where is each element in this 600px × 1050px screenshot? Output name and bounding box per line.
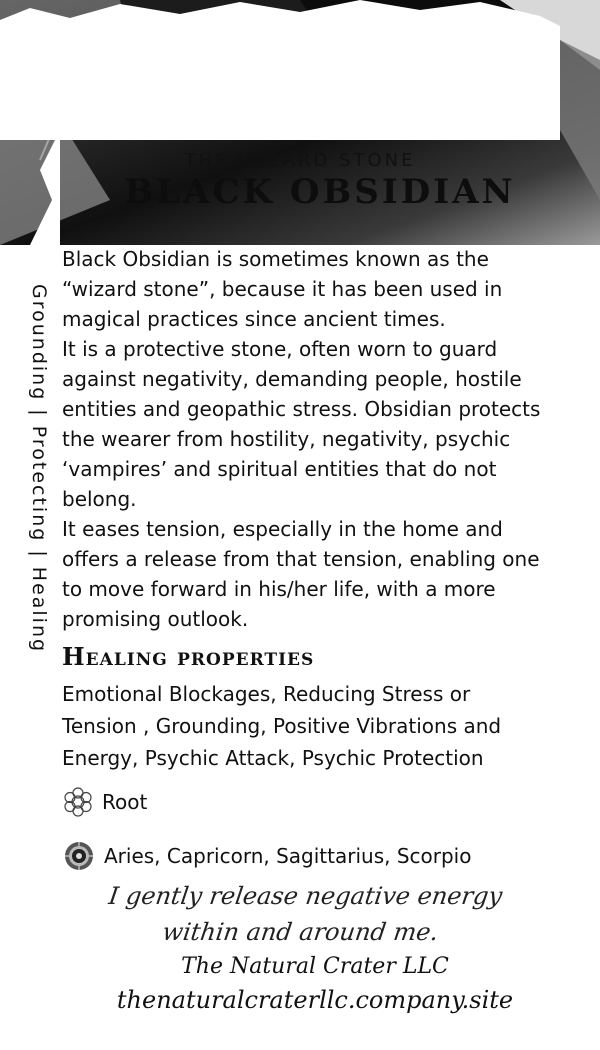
kicker: THE WIZARD STONE (184, 150, 416, 171)
healing-heading: Healing properties (62, 642, 315, 671)
chakra-row (62, 786, 147, 818)
side-label-text: Grounding | Protecting | Healing (28, 284, 50, 654)
description (62, 244, 542, 634)
chakra-icon (62, 786, 94, 818)
chakra-text: Root (102, 790, 148, 814)
zodiac-text: Aries, Capricorn, Sagittarius, Scorpio (104, 844, 472, 868)
stone-title: BLACK OBSIDIAN (124, 172, 516, 212)
zodiac-icon (62, 840, 96, 872)
zodiac-row (62, 840, 471, 872)
company-name: The Natural Crater LLC (181, 954, 449, 979)
description-paragraph: It is a protective stone, often worn to guard against negativity, demanding people, hostile entities and geopathic stress. Obsidian protects the wearer from hostility, negativity, psychic ‘vampires’ and spiritual entities that do not belong. (62, 337, 541, 511)
torn-paper-patch (0, 0, 580, 140)
side-label (14, 284, 50, 750)
healing-text: Emotional Blockages, Reducing Stress or Tension , Grounding, Positive Vibrations and Energy, Psychic Attack, Psychic Protection (62, 682, 502, 770)
description-paragraph: It eases tension, especially in the home and offers a release from that tension, enabling one to move forward in his/her life, with a more promising outlook. (62, 517, 540, 631)
description-paragraph: Black Obsidian is sometimes known as the “wizard stone”, because it has been used in magical practices since ancient times. (62, 247, 503, 331)
website-link[interactable]: thenaturalcraterllc.company.site (116, 986, 514, 1014)
affirmation: I gently release negative energy within and around me. (107, 882, 504, 946)
